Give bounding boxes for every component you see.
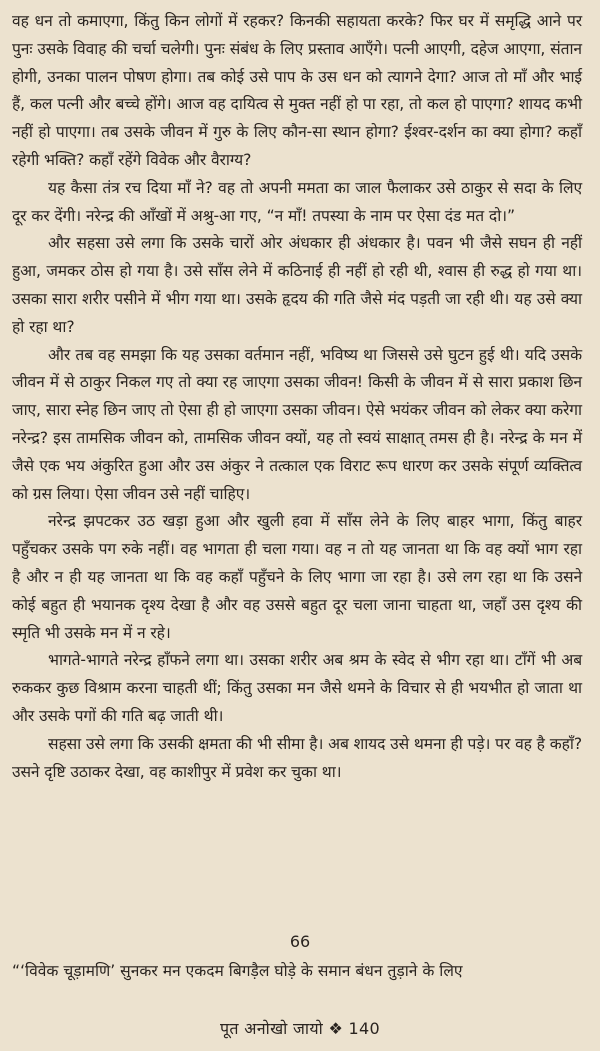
paragraph: और तब वह समझा कि यह उसका वर्तमान नहीं, भविष्य था जिससे उसे घुटन हुई थी। यदि उसके जीवन में से ठाकुर निकल गए तो क्या रह जाएगा उसका जीवन! किसी के जीवन में से सारा प्रकाश छिन जाए, सारा स्नेह छिन जाए तो ऐसा ही हो जाएगा उसका जीवन। ऐसे भयंकर जीवन को लेकर क्या करेगा नरेन्द्र? इस तामसिक जीवन को, तामसिक जीवन क्यों, यह तो स्वयं साक्षात् तमस ही है। नरेन्द्र के मन में जैसे एक भय अंकुरित हुआ और उस अंकुर ने तत्काल एक विराट रूप धारण कर उसके संपूर्ण व्यक्तित्व को ग्रस लिया। ऐसा जीवन उसे नहीं चाहिए। (12, 345, 582, 503)
paragraph: यह कैसा तंत्र रच दिया माँ ने? वह तो अपनी ममता का जाल फैलाकर उसे ठाकुर से सदा के लिए दूर कर देंगी। नरेन्द्र की आँखों में अश्रु-आ गए, “न माँ! तपस्या के नाम पर ऐसा दंड मत दो।” (12, 178, 582, 225)
paragraph: सहसा उसे लगा कि उसकी क्षमता की भी सीमा है। अब शायद उसे थमना ही पड़े। पर वह है कहाँ? उसने दृष्टि उठाकर देखा, वह काशीपुर में प्रवेश कर चुका था। (12, 734, 582, 781)
paragraph: और सहसा उसे लगा कि उसके चारों ओर अंधकार ही अंधकार है। पवन भी जैसे सघन ही नहीं हुआ, जमकर ठोस हो गया है। उसे साँस लेने में कठिनाई ही नहीं हो रही थी, श्वास ही रुद्ध हो गया था। उसका सारा शरीर पसीने में भीग गया था। उसके हृदय की गति जैसे मंद पड़ती जा रही थी। यह उसे क्या हो रहा था? (12, 234, 582, 336)
page-number: 140 (348, 1019, 380, 1038)
footnote-number: 66 (289, 932, 311, 951)
paragraph: नरेन्द्र झपटकर उठ खड़ा हुआ और खुली हवा में साँस लेने के लिए बाहर भागा, किंतु बाहर पहुँचकर उसके पग रुके नहीं। वह भागता ही चला गया। वह न तो यह जानता था कि वह क्यों भाग रहा है और न ही यह जानता था कि वह कहाँ पहुँचने के लिए भागा जा रहा है। उसे लग रहा था कि उसने कोई बहुत ही भयानक दृश्य देखा है और वह उससे बहुत दूर चला जाना चाहता था, जहाँ उस दृश्य की स्मृति भी उसके मन में न रहे। (12, 512, 582, 642)
running-footer (0, 1017, 600, 1039)
ornament-icon: ❖ (328, 1019, 344, 1038)
paragraph: वह धन तो कमाएगा, किंतु किन लोगों में रहकर? किनकी सहायता करके? फिर घर में समृद्धि आने पर पुनः उसके विवाह की चर्चा चलेगी। पुनः संबंध के लिए प्रस्ताव आएँगे। पत्नी आएगी, दहेज आएगा, संतान होगी, उनका पालन पोषण होगा। तब कोई उसे पाप के उस धन को त्यागने देगा? आज तो माँ और भाई हैं, कल पत्नी और बच्चे होंगे। आज वह दायित्व से मुक्त नहीं हो पा रहा, तो कल हो पाएगा? शायद कभी नहीं हो पाएगा। तब उसके जीवन में गुरु के लिए कौन-सा स्थान होगा? ईश्वर-दर्शन का क्या होगा? कहाँ रहेगी भक्ति? कहाँ रहेंगे विवेक और वैराग्य? (12, 12, 582, 169)
book-title: पूत अनोखो जायो (220, 1019, 324, 1038)
footnote-text: “‘विवेक चूड़ामणि’ सुनकर मन एकदम बिगड़ैल घोड़े के समान बंधन तुड़ाने के लिए (12, 962, 463, 980)
paragraph: भागते-भागते नरेन्द्र हाँफने लगा था। उसका शरीर अब श्रम के स्वेद से भीग रहा था। टाँगें भी अब रुककर कुछ विश्राम करना चाहती थीं; किंतु उसका मन जैसे थमने के विचार से ही भयभीत हो जाता था और उसके पगों की गति बढ़ जाती थी। (12, 651, 582, 725)
